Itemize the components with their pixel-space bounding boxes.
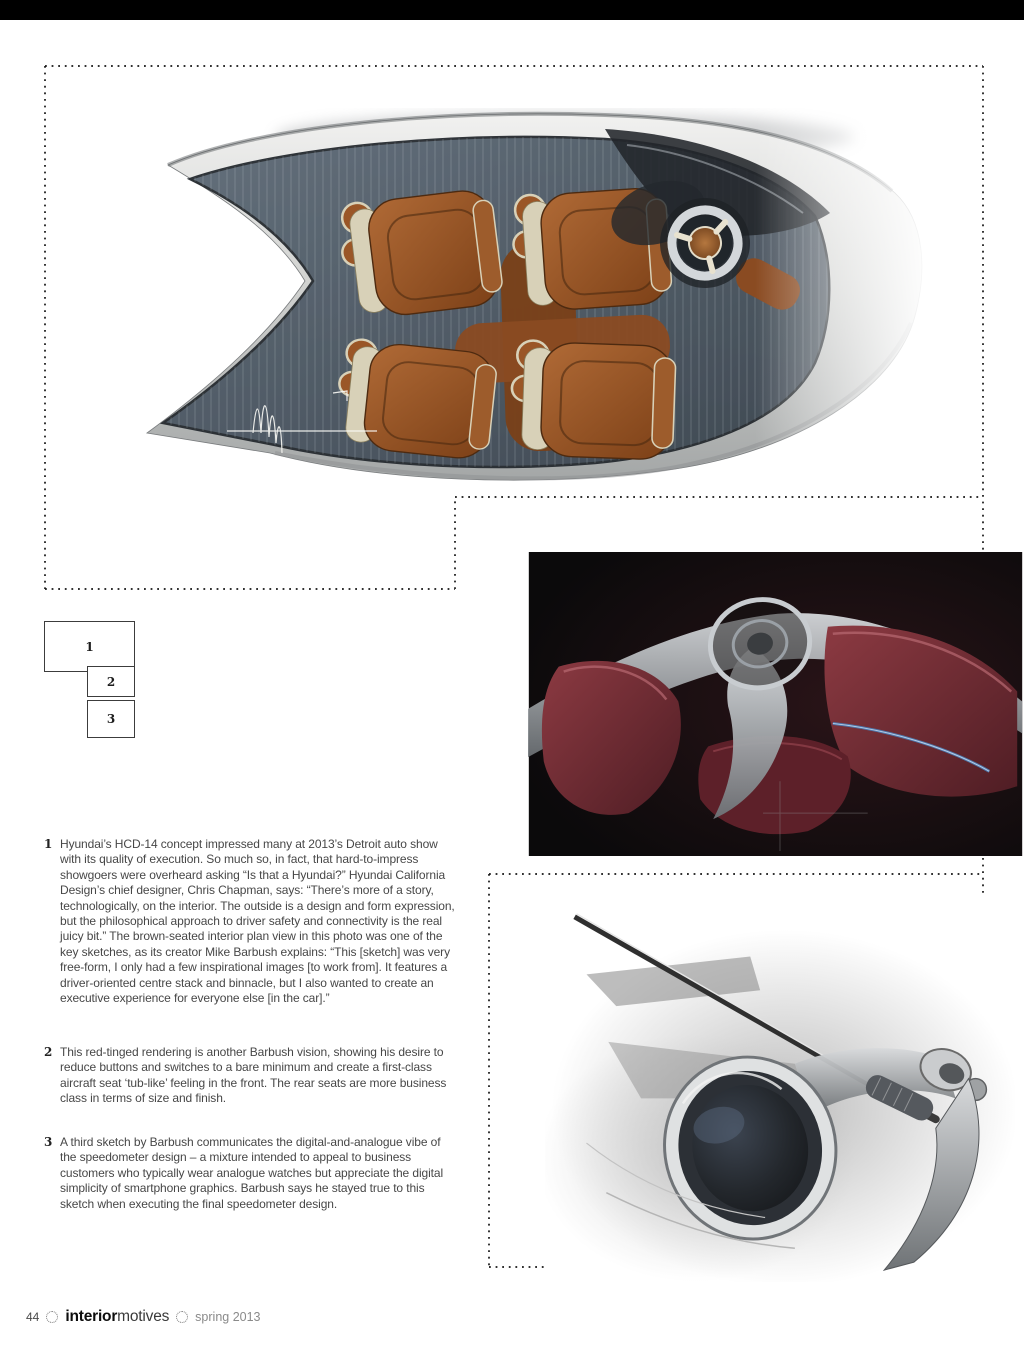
- caption-3-number: 3: [44, 1135, 53, 1149]
- figure-1-interior-plan-sketch: [135, 101, 925, 496]
- figure-2-red-interior-rendering: [528, 552, 1023, 856]
- figure-key-box-1: [44, 621, 135, 672]
- figure-key-label-2: 2: [106, 674, 116, 689]
- top-black-bar: [0, 0, 1024, 20]
- caption-2: [42, 1045, 456, 1107]
- figure-key-box-3: [87, 700, 135, 738]
- figure-key-box-2: [87, 666, 135, 697]
- wordmark-light: motives: [117, 1308, 170, 1325]
- caption-3: [42, 1135, 456, 1212]
- issue-label: spring 2013: [195, 1310, 261, 1324]
- caption-1: [42, 837, 456, 1006]
- figure-key-label-3: 3: [106, 712, 116, 726]
- caption-2-text: This red-tinged rendering is another Barbush vision, showing his desire to reduce buttons and switches to a bare minimum and create a first-class aircraft seat ‘tub-like’ feeling in the front. The rear seats are more business class in terms of size and finish.: [60, 1045, 447, 1106]
- dotted-ring-icon: [46, 1311, 58, 1323]
- caption-1-text: Hyundai’s HCD-14 concept impressed many at 2013’s Detroit auto show with its quality of execution. So much so, in fact, that hard-to-impress showgoers were overheard asking “Is that a Hyundai?” Hyundai California Design’s chief designer, Chris Chapman, says: “There’s more of a story, technologically, on the interior. The outside is a design and form expression, but the philosophical approach to driver safety and connectivity is the real juicy bit.” The brown-seated interior plan view in this photo was one of the key sketches, as its creator Mike Barbush explains: “This [sketch] was very free-form, I only had a few inspirational images [to work from]. It features a driver-oriented centre stack and binnacle, but I also wanted to create an executive experience for everyone else [in the car].”: [60, 837, 455, 1006]
- figure-3-speedometer-sketch: [545, 895, 1015, 1282]
- figure-key-label-1: 1: [85, 639, 94, 654]
- caption-1-number: 1: [44, 837, 53, 851]
- page-footer: [26, 1305, 261, 1329]
- caption-2-number: 2: [44, 1045, 53, 1059]
- caption-3-text: A third sketch by Barbush communicates the digital-and-analogue vibe of the speedometer design – a mixture intended to appeal to business customers who typically wear analogue watches but appreciate the digital simplicity of smartphone graphics. Barbush says he stayed true to this sketch when executing the final speedometer design.: [60, 1135, 444, 1211]
- wordmark-bold: interior: [65, 1308, 118, 1325]
- magazine-wordmark: [65, 1308, 169, 1326]
- page-number: 44: [26, 1310, 40, 1324]
- dotted-ring-icon: [176, 1311, 188, 1323]
